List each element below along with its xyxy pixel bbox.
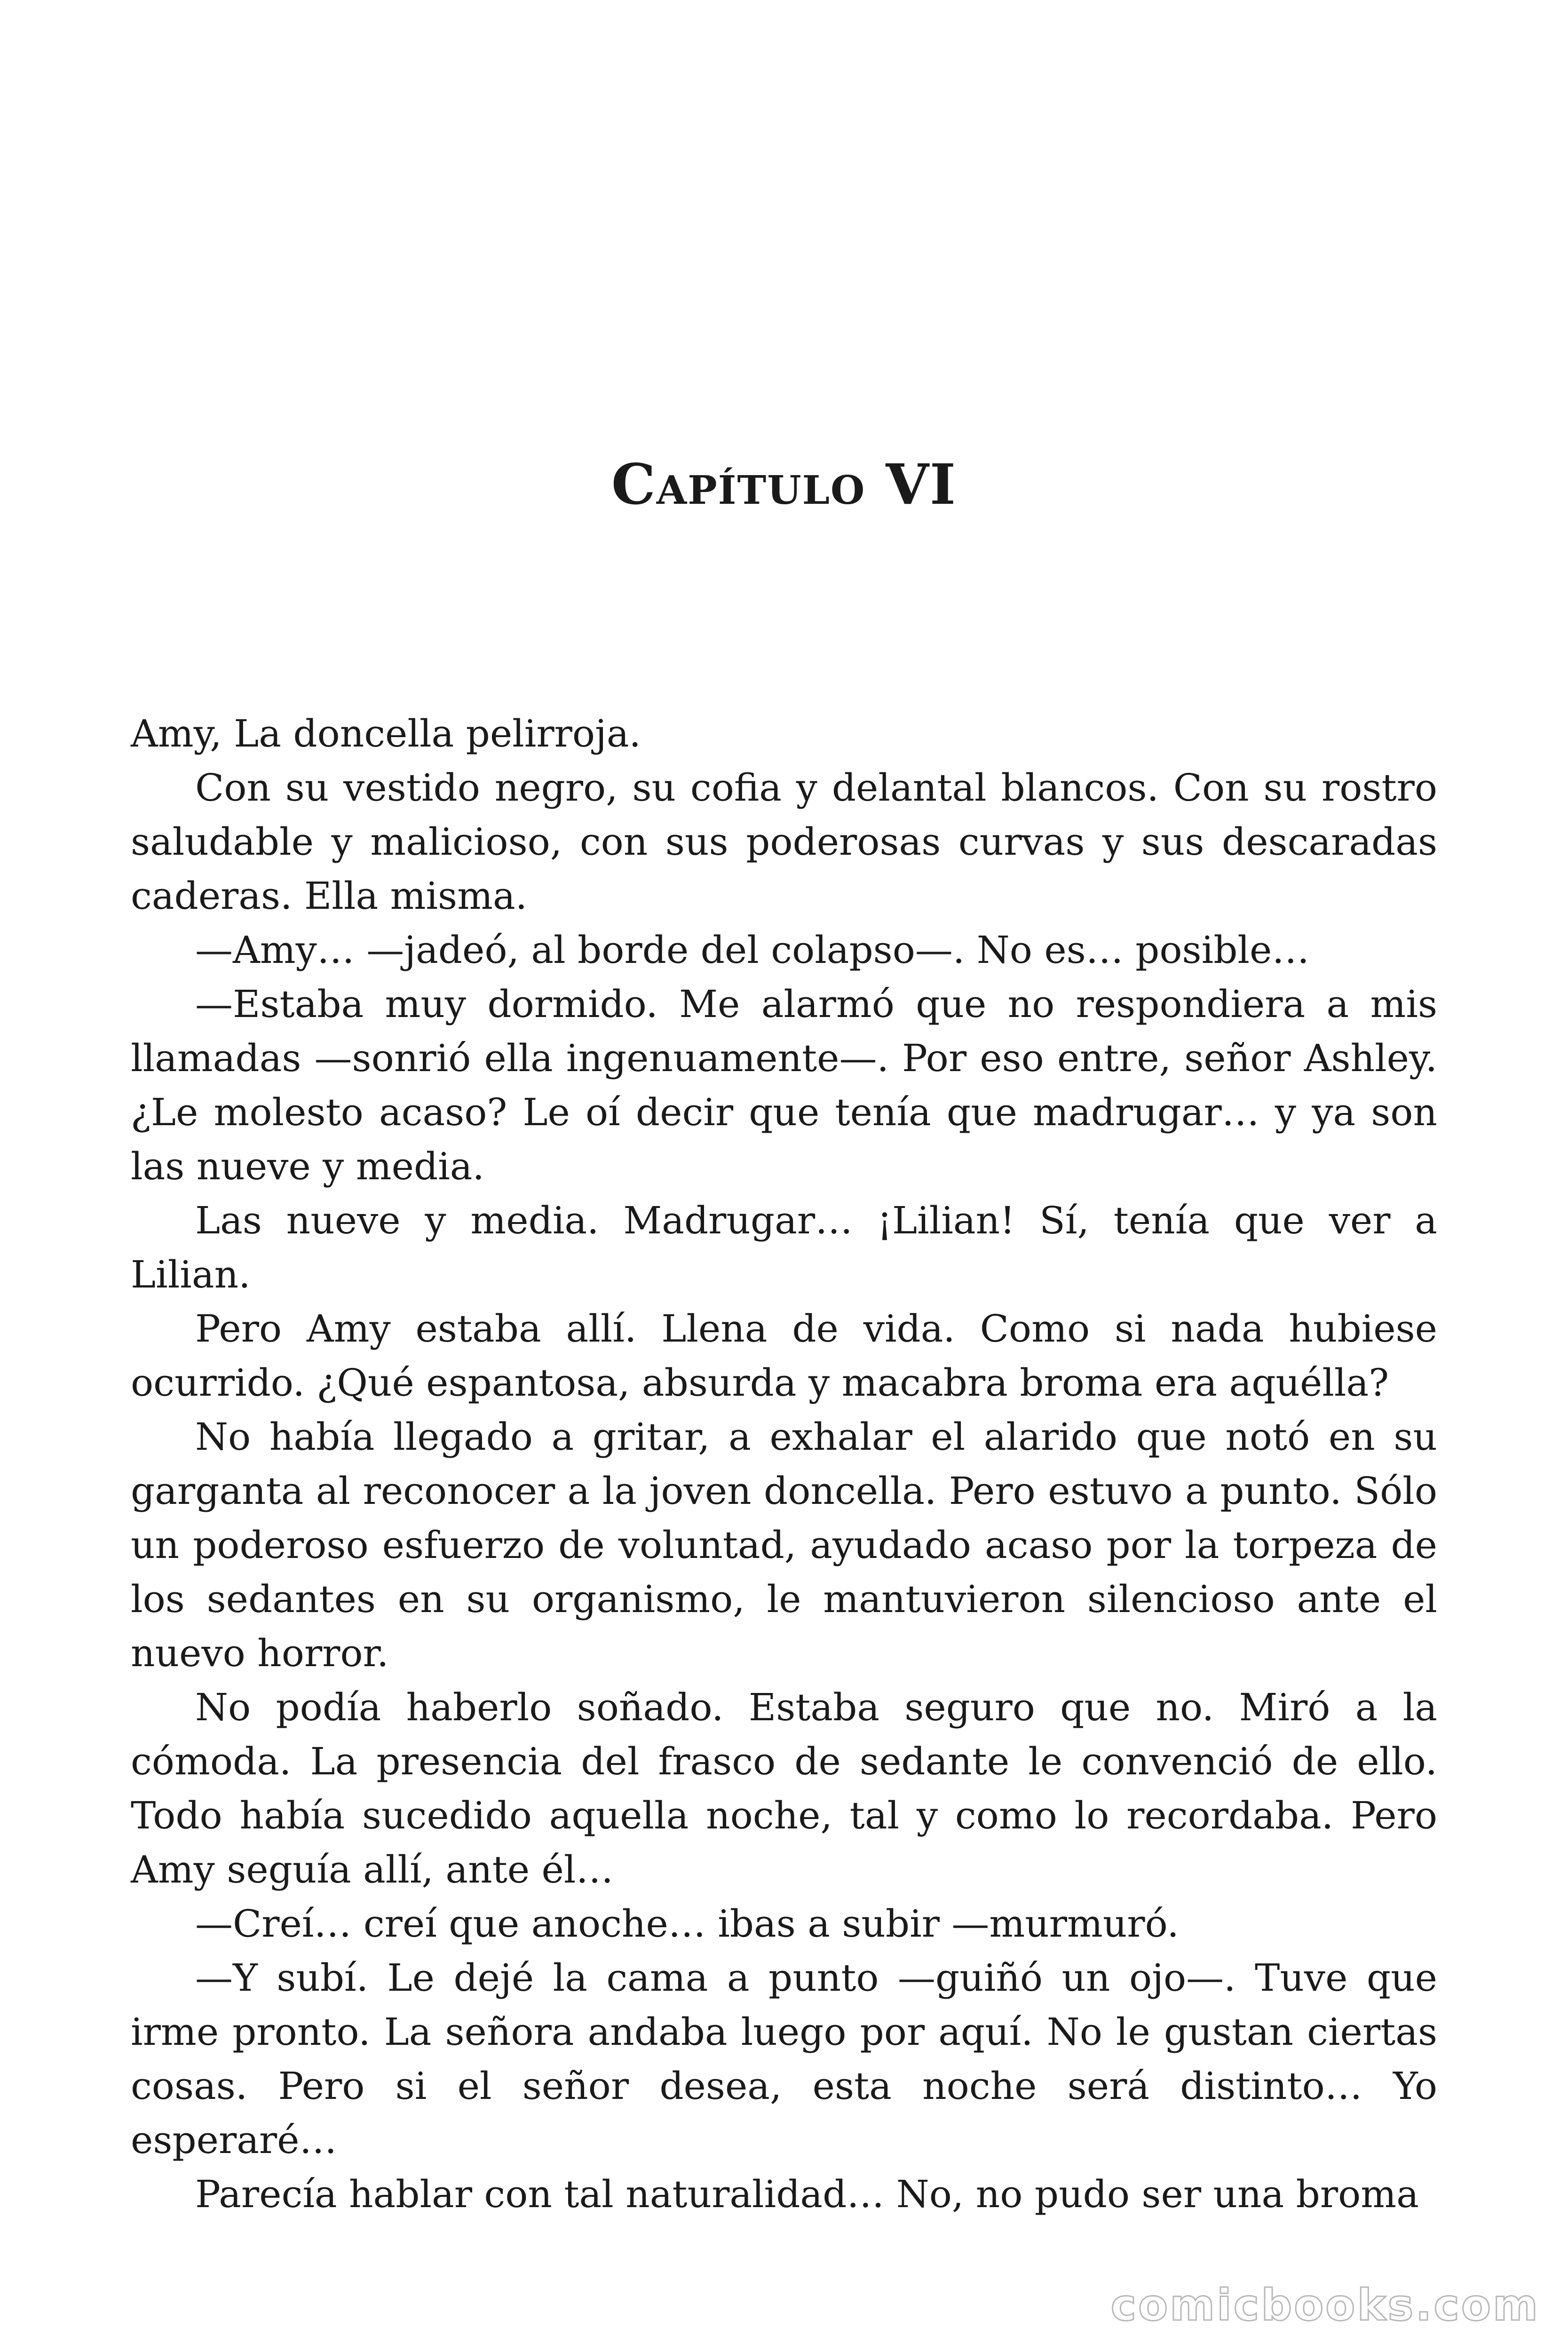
paragraph: —Estaba muy dormido. Me alarmó que no respondiera a mis llamadas —sonrió ella ingenuamente—. Por eso entre, señor Ashley. ¿Le molesto acaso? Le oí decir que tenía que madrugar… y ya son las nueve y media. — [131, 982, 1437, 1188]
paragraph: No había llegado a gritar, a exhalar el alarido que notó en su garganta al reconocer a la joven doncella. Pero estuvo a punto. Sólo un poderoso esfuerzo de voluntad, ayudado acaso por la torpeza de los sedantes en su organismo, le mantuvieron silencioso ante el nuevo horror. — [131, 1415, 1437, 1675]
paragraph: No podía haberlo soñado. Estaba seguro que no. Miró a la cómoda. La presencia del frasco de sedante le convenció de ello. Todo había sucedido aquella noche, tal y como lo recordaba. Pero Amy seguía allí, ante él… — [131, 1685, 1437, 1891]
paragraph: —Creí… creí que anoche… ibas a subir —murmuró. — [195, 1902, 1179, 1946]
watermark: comicbooks.com — [1110, 2280, 1540, 2330]
paragraph: —Amy… —jadeó, al borde del colapso—. No es… posible… — [195, 928, 1310, 972]
chapter-title: Capítulo VI — [611, 452, 957, 517]
paragraph: Amy, La doncella pelirroja. — [131, 712, 641, 755]
paragraph: Parecía hablar con tal naturalidad… No, no pudo ser una broma — [195, 2172, 1419, 2216]
paragraph: —Y subí. Le dejé la cama a punto —guiñó un ojo—. Tuve que irme pronto. La señora andaba luego por aquí. No le gustan ciertas cosas. Pero si el señor desea, esta noche será distinto… Yo esperaré… — [131, 1956, 1437, 2162]
paragraph: Pero Amy estaba allí. Llena de vida. Como si nada hubiese ocurrido. ¿Qué espantosa, absurda y macabra broma era aquélla? — [131, 1307, 1437, 1405]
paragraph: Con su vestido negro, su cofia y delantal blancos. Con su rostro saludable y malicioso, con sus poderosas curvas y sus descaradas caderas. Ella misma. — [131, 766, 1437, 918]
chapter-body — [131, 707, 1437, 2221]
paragraph: Las nueve y media. Madrugar… ¡Lilian! Sí, tenía que ver a Lilian. — [131, 1199, 1437, 1296]
